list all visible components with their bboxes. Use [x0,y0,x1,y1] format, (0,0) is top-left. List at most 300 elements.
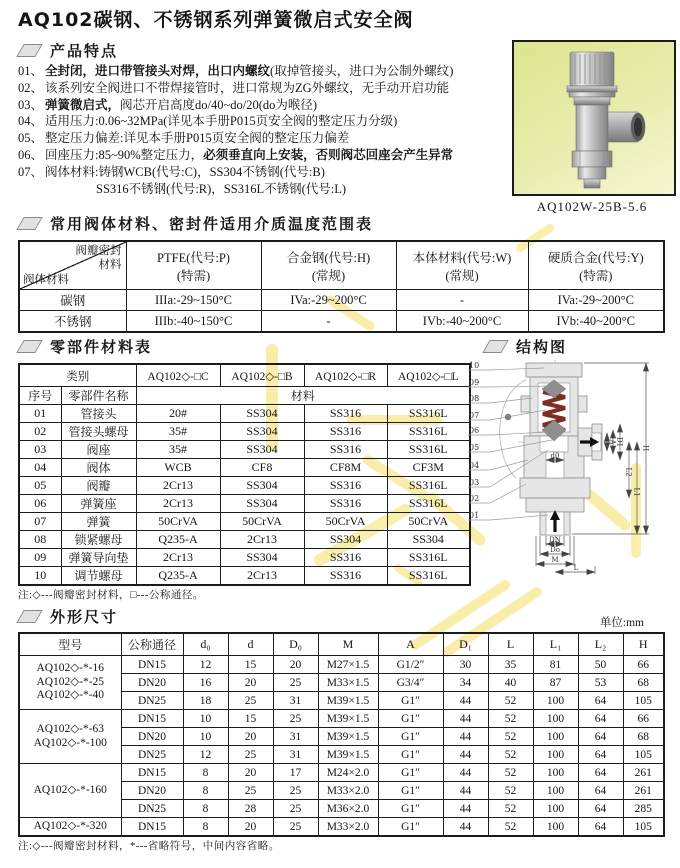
column-header: M [318,633,378,656]
cell: SS316 [304,441,387,459]
cell: 100 [533,710,578,728]
dim-table-note: 注:◇---阀瓣密封材料，*---省略符号，中间内容省略。 [18,841,280,852]
section-parts-header [20,336,152,357]
cell: SS304 [220,477,304,495]
column-header: d [228,633,273,656]
cell: M39×1.5 [318,692,378,710]
cell: G1″ [378,782,443,800]
cell: 52 [488,818,533,837]
cell: DN25 [121,800,183,818]
cell: SS316L [387,495,470,513]
cell: G1″ [378,710,443,728]
cell: 100 [533,818,578,837]
feature-number: 01、 [18,64,44,78]
cell: 50CrVA [304,513,387,531]
cell: 52 [488,764,533,782]
cell: M39×1.5 [318,746,378,764]
model-line: AQ102◇-*-160 [33,783,107,796]
cell: 35# [136,423,220,441]
feature-item [18,181,512,198]
dim-A: A [608,439,617,445]
table-row [19,423,470,441]
dim-H: H [641,444,650,452]
cell: 64 [578,692,623,710]
col-name-header: 零部件名称 [61,387,136,405]
cell: - [261,311,396,333]
cell: G1″ [378,746,443,764]
dim-D1: D1 [615,436,624,448]
cell: CF3M [387,459,470,477]
cell: M39×1.5 [318,728,378,746]
part-no: 09 [19,549,61,567]
model-line: AQ102◇-*-40 [36,689,105,702]
cell: WCB [136,459,220,477]
cell: SS316 [304,549,387,567]
cell: M36×2.0 [318,800,378,818]
cell: 20# [136,405,220,423]
parallelogram-icon [482,340,509,353]
cell: - [396,290,528,311]
section-title: 常用阀体材料、密封件适用介质温度范围表 [50,215,374,233]
cell: 35 [488,656,533,674]
cell: CF8M [304,459,387,477]
dim-L: L [573,564,579,572]
cell: 100 [533,800,578,818]
cell: M33×2.0 [318,818,378,837]
table-row [19,513,470,531]
cell: 64 [578,710,623,728]
table-row [19,818,664,837]
feature-number: 02、 [18,80,44,95]
cell: 81 [533,656,578,674]
feature-text: SS316不锈钢(代号:R)，SS316L不锈钢(代号:L) [96,181,347,196]
cell: 15 [228,656,273,674]
feature-text: 弹簧微启式， [45,97,121,112]
section-title: 产品特点 [50,42,119,60]
corner-label: 阀体材料 [23,274,69,286]
cell: 18 [183,692,228,710]
cell: 20 [273,656,318,674]
cell: 10 [183,728,228,746]
table-row [19,764,664,782]
part-no: 03 [19,441,61,459]
cell: G1″ [378,692,443,710]
cell: 44 [443,728,488,746]
feature-text: (取掉管接头，进口为公制外螺纹) [270,64,454,78]
cell: 2Cr13 [136,549,220,567]
lead-seal [505,414,511,420]
feature-number: 07、 [18,164,44,179]
model-line: AQ102◇-*-63 [36,723,105,735]
cell: 64 [578,746,623,764]
model-cell [19,818,121,837]
cell: 20 [228,728,273,746]
cell: G1″ [378,728,443,746]
cell: CF8 [220,459,304,477]
table-row [19,387,470,405]
cell: SS316 [304,567,387,586]
cell: G1/2″ [378,656,443,674]
cell: SS304 [304,531,387,549]
part-name: 管接头螺母 [61,423,136,441]
cell: IIIb:-40~150°C [126,311,261,333]
section-title: 结构图 [516,338,568,356]
cell: IVa:-29~200°C [528,290,664,311]
feature-item [18,113,512,130]
cell: 8 [183,764,228,782]
dim-L2: L2 [624,467,633,477]
model-line: AQ102◇-*-100 [33,736,107,749]
column-header [528,241,664,290]
part-no: 08 [19,531,61,549]
model-cell [19,656,121,710]
cell: 25 [228,746,273,764]
part-label: 10 [469,361,480,370]
section-title: 零部件材料表 [50,338,153,356]
cell: IVb:-40~200°C [528,311,664,333]
table-row [19,495,470,513]
part-no: 01 [19,405,61,423]
part-no: 04 [19,459,61,477]
part-no: 07 [19,513,61,531]
cell: 66 [623,656,664,674]
cell: 20 [228,674,273,692]
parts-material-table [18,363,471,586]
cell: SS316 [304,477,387,495]
column-header [261,241,396,290]
part-name: 调节螺母 [61,567,136,586]
part-label: 05 [469,443,480,452]
cell: 44 [443,800,488,818]
feature-text: 整定压力偏差:详见本手册P015页安全阀的整定压力偏差 [45,131,350,146]
column-header: 公称通径 [121,633,183,656]
feature-item [18,164,512,181]
cell: 25 [228,782,273,800]
cell: SS316 [304,423,387,441]
cell: SS304 [220,423,304,441]
table-row [19,531,470,549]
cell: DN20 [121,782,183,800]
parts-table-note: 注:◇---阀瓣密封材料，□---公称通径。 [18,590,204,601]
cell: 64 [578,818,623,837]
model-line: AQ102◇-*-16 [36,662,105,675]
part-no: 05 [19,477,61,495]
section-structure-header [486,336,567,357]
cell: Q235-A [136,567,220,586]
cell: 50 [578,656,623,674]
feature-text: 阀芯开启高度do/40~do/20(do为喉径) [120,97,318,112]
cell: 105 [623,818,664,837]
feature-number: 03、 [18,97,44,112]
cell: 25 [273,710,318,728]
cell: SS304 [220,495,304,513]
cell: 40 [488,674,533,692]
cell: 100 [533,692,578,710]
cell: 20 [228,764,273,782]
model-header: AQ102◇-□B [220,364,304,387]
cell: 35# [136,441,220,459]
cell: 64 [578,764,623,782]
cell: M39×1.5 [318,710,378,728]
cell: 8 [183,800,228,818]
col-note: (特需) [579,268,613,283]
cell: 53 [578,674,623,692]
cell: 44 [443,710,488,728]
cell: 68 [623,674,664,692]
cell: 52 [488,782,533,800]
column-header: H [623,633,664,656]
column-header: 型号 [19,633,121,656]
part-name: 阀瓣 [61,477,136,495]
cell: 68 [623,728,664,746]
cell: 12 [183,746,228,764]
col-no-header: 序号 [19,387,61,405]
cell: 25 [228,692,273,710]
cell: M33×2.0 [318,782,378,800]
dim-do: d0 [550,452,560,460]
feature-number: 06、 [18,147,44,162]
part-name: 弹簧座 [61,495,136,513]
cell: 100 [533,746,578,764]
cell: SS304 [387,531,470,549]
cell: SS304 [220,405,304,423]
cell: 64 [578,728,623,746]
cell: IVb:-40~200°C [396,311,528,333]
column-header: D₀ [273,633,318,656]
section-dimensions-header [20,606,118,627]
photo-caption: AQ102W-25B-5.6 [536,199,648,214]
part-name: 弹簧 [61,513,136,531]
feature-item [18,130,512,147]
feature-number: 04、 [18,114,44,129]
part-label: 07 [469,411,480,420]
cell: 52 [488,710,533,728]
part-no: 10 [19,567,61,586]
cell: 17 [273,764,318,782]
temp-table-body [19,241,664,332]
table-row [19,290,664,311]
corner-label: 阀瓣密封 [75,245,122,257]
corner-cell [19,241,126,290]
cell: 285 [623,800,664,818]
product-photo [512,40,676,196]
section-features-header [20,40,118,61]
cell: 100 [533,764,578,782]
cell: SS316 [304,495,387,513]
cell: M27×1.5 [318,656,378,674]
column-header: D₁ [443,633,488,656]
page-title: AQ102碳钢、不锈钢系列弹簧微启式安全阀 [18,9,414,31]
cell: DN20 [121,728,183,746]
cell: SS304 [220,549,304,567]
dim-Do: Do [550,546,560,554]
cell: 261 [623,764,664,782]
part-name: 锁紧螺母 [61,531,136,549]
model-cell [19,710,121,764]
cell: 50CrVA [220,513,304,531]
cell: 52 [488,692,533,710]
feature-item [18,147,512,164]
cell: 31 [273,746,318,764]
parts-table-body [19,364,470,585]
cell: 64 [578,800,623,818]
material-header: 材料 [136,387,470,405]
dim-DN: DN [549,536,561,544]
cell: DN15 [121,764,183,782]
cell: 8 [183,782,228,800]
cell: 2Cr13 [220,567,304,586]
cell: 31 [273,728,318,746]
cell: 28 [228,800,273,818]
cell: DN25 [121,692,183,710]
table-row [19,311,664,333]
dim-d: d [602,439,611,445]
cell: IIIa:-29~150°C [126,290,261,311]
part-name: 阀体 [61,459,136,477]
cell: 50CrVA [387,513,470,531]
parallelogram-icon [16,610,43,623]
col-note: (常规) [445,268,479,283]
cell: SS316 [304,405,387,423]
cell: 44 [443,818,488,837]
cell: 31 [273,692,318,710]
cell: 16 [183,674,228,692]
section-title: 外形尺寸 [50,608,119,626]
cell: DN25 [121,746,183,764]
temp-range-table [18,240,665,333]
cell: G1″ [378,818,443,837]
table-row [19,459,470,477]
col-note: (特需) [176,268,211,283]
column-header: d₀ [183,633,228,656]
cell: DN15 [121,710,183,728]
cell: 44 [443,692,488,710]
cell: 2Cr13 [220,531,304,549]
feature-item [18,97,512,114]
parallelogram-icon [16,340,43,353]
feature-text: 该系列安全阀进口不带焊接管时，进口常规为ZG外螺纹，无手动开启功能 [45,80,450,95]
cell: 50CrVA [136,513,220,531]
cell: 30 [443,656,488,674]
corner-label: 材料 [98,259,122,271]
cell: 100 [533,782,578,800]
col-name: 本体材料(代号:W) [412,250,512,265]
part-no: 02 [19,423,61,441]
cell: 25 [273,800,318,818]
column-header [126,241,261,290]
feature-number: 05、 [18,131,44,146]
col-name: 硬质合金(代号:Y) [547,250,644,265]
cell: G1″ [378,764,443,782]
cell: 25 [273,782,318,800]
column-header [396,241,528,290]
cell: M33×1.5 [318,674,378,692]
feature-text: 阀体材料:铸钢WCB(代号:C)，SS304不锈钢(代号:B) [45,164,325,179]
cell: 20 [228,818,273,837]
cell: G1″ [378,800,443,818]
cell: SS316L [387,405,470,423]
section-temp-header [20,213,373,234]
unit-label: 单位:mm [599,617,644,629]
column-header: L [488,633,533,656]
parallelogram-icon [16,44,43,57]
cell: 25 [273,818,318,837]
cell: SS316L [387,477,470,495]
part-name: 阀座 [61,441,136,459]
cell: SS316L [387,549,470,567]
table-row [19,241,664,290]
cell: DN20 [121,674,183,692]
cell: 52 [488,728,533,746]
cell: IVa:-29~200°C [261,290,396,311]
table-row [19,477,470,495]
parallelogram-icon [16,217,43,230]
part-label: 03 [469,478,480,487]
model-line: AQ102◇-*-25 [36,675,105,688]
structure-diagram [466,360,680,582]
cell: SS316L [387,567,470,586]
cell: 105 [623,692,664,710]
cell: 52 [488,800,533,818]
model-header: AQ102◇-□C [136,364,220,387]
part-label: 09 [469,378,480,387]
feature-item [18,63,512,80]
column-header: L₂ [578,633,623,656]
seal-wire [500,380,526,478]
cell: 44 [443,782,488,800]
part-label: 01 [469,511,480,520]
part-name: 弹簧导向垫 [61,549,136,567]
dim-M: M [551,556,559,564]
cell: SS304 [220,441,304,459]
category-label: 类别 [19,364,136,387]
cell: 8 [183,818,228,837]
features-list [18,63,512,197]
model-header: AQ102◇-□L [387,364,470,387]
model-header: AQ102◇-□R [304,364,387,387]
model-cell [19,764,121,818]
cell: 87 [533,674,578,692]
cell: SS316L [387,441,470,459]
col-name: PTFE(代号:P) [157,250,230,265]
table-row [19,549,470,567]
table-row [19,633,664,656]
cell: 2Cr13 [136,495,220,513]
part-label: 02 [469,494,480,503]
col-note: (常规) [311,268,346,283]
table-row [19,567,470,586]
table-row [19,405,470,423]
valve-photo-illustration [514,42,670,190]
cell: 52 [488,746,533,764]
row-label: 碳钢 [19,290,126,311]
cell: 25 [273,674,318,692]
cell: 10 [183,710,228,728]
cell: SS316L [387,423,470,441]
cell: Q235-A [136,531,220,549]
part-label: 08 [469,394,480,403]
cell: 44 [443,746,488,764]
dim-L1: L1 [632,487,641,497]
cell: 100 [533,728,578,746]
column-header: L₁ [533,633,578,656]
cell: DN15 [121,656,183,674]
dimensions-table [18,632,665,837]
cell: 2Cr13 [136,477,220,495]
table-row [19,441,470,459]
row-label: 不锈钢 [19,311,126,333]
cell: 66 [623,710,664,728]
